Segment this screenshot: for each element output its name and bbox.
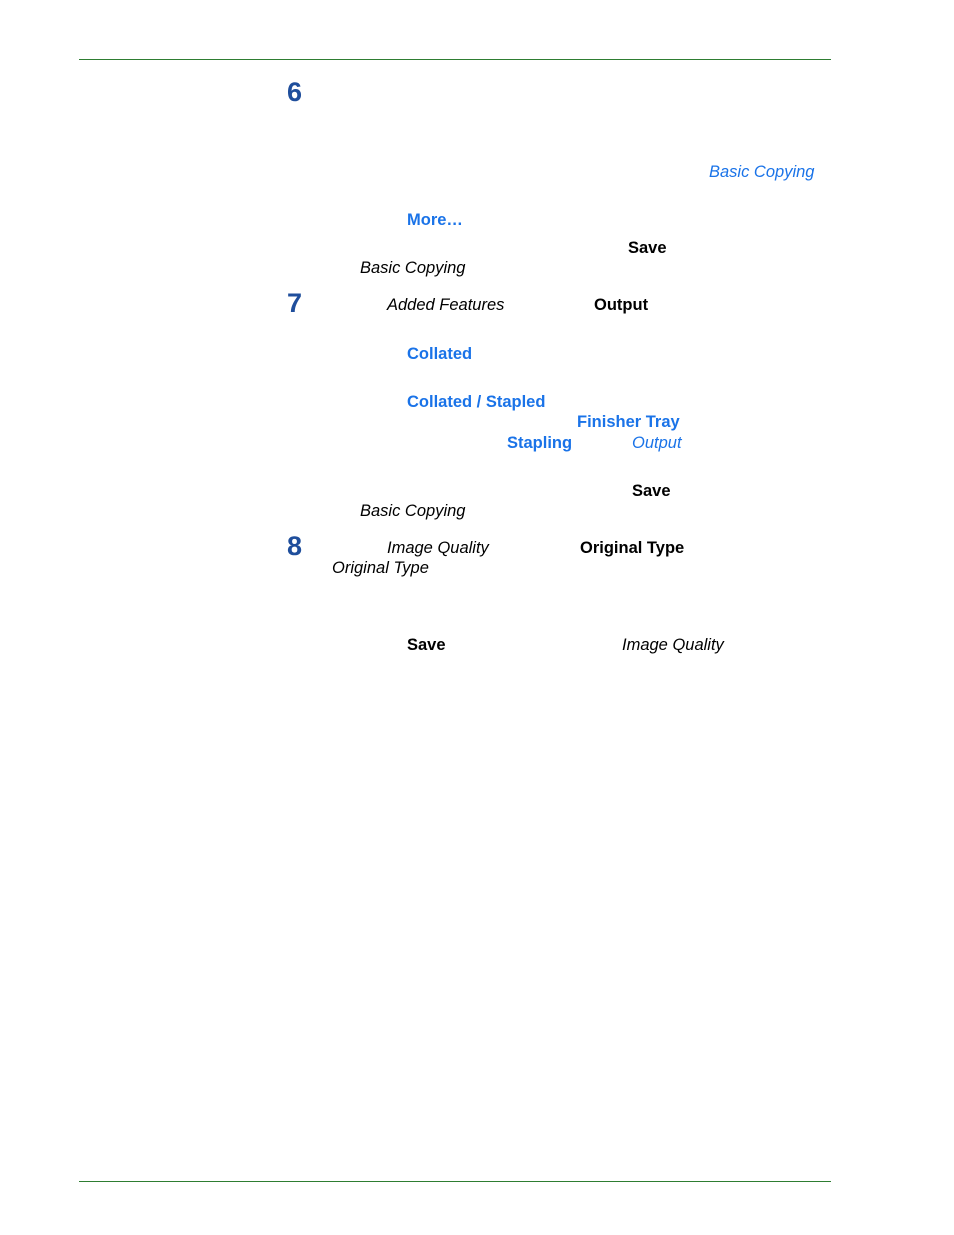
collated-option[interactable]: Collated [407,345,473,363]
image-quality-label-end: Image Quality [622,636,724,654]
original-type-label: Original Type [332,559,429,577]
save-label-6: Save [628,239,667,257]
footer-rule [79,1181,831,1182]
basic-copying-link[interactable]: Basic Copying [709,163,815,181]
finisher-tray-link[interactable]: Finisher Tray [577,413,680,431]
stapling-link[interactable]: Stapling [507,434,573,452]
original-type-button-label: Original Type [580,539,685,557]
collated-stapled-option[interactable]: Collated / Stapled [407,393,546,411]
save-label-8: Save [407,636,446,654]
image-quality-label: Image Quality [387,539,489,557]
header-rule [79,59,831,60]
basic-copying-label-6: Basic Copying [360,259,466,277]
step-number-7: 7 [287,288,303,318]
added-features-label: Added Features [387,296,505,314]
save-label-7: Save [632,482,671,500]
basic-copying-label-7: Basic Copying [360,502,466,520]
step-number-6: 6 [287,77,303,107]
output-label: Output [594,296,649,314]
output-link[interactable]: Output [632,434,682,452]
step-number-8: 8 [287,531,303,561]
more-option[interactable]: More… [407,211,463,229]
